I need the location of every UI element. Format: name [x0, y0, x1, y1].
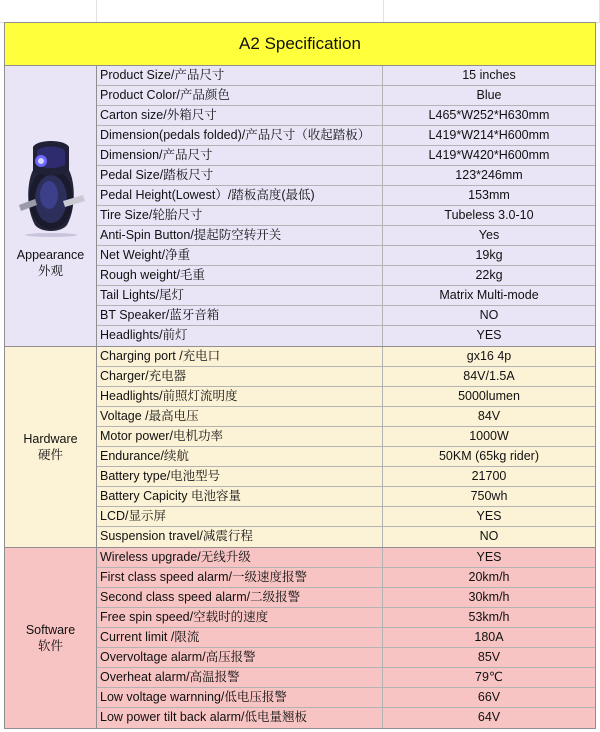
spec-value: YES	[476, 550, 502, 564]
section-label-appearance	[5, 66, 97, 346]
table-row	[97, 708, 595, 728]
section-rows	[97, 66, 595, 346]
section-label-en: Hardware	[23, 432, 78, 446]
table-row	[97, 668, 595, 688]
spec-key: Dimension/产品尺寸	[97, 146, 383, 165]
spec-value: 180A	[474, 630, 504, 644]
table-row	[97, 527, 595, 547]
spec-key: Voltage /最高电压	[97, 407, 383, 426]
spec-value: 85V	[477, 650, 501, 664]
spec-value: 84V	[477, 409, 501, 423]
spec-table	[4, 22, 596, 729]
spec-value: Matrix Multi-mode	[439, 288, 539, 302]
spec-key: Charging port /充电口	[97, 347, 383, 366]
spec-value: gx16 4p	[466, 349, 512, 363]
spec-value: L465*W252*H630mm	[428, 108, 550, 122]
spec-key: Low voltage warnning/低电压报警	[97, 688, 383, 707]
table-row	[97, 447, 595, 467]
table-row	[97, 226, 595, 246]
table-row	[97, 387, 595, 407]
section-software	[4, 548, 596, 729]
table-row	[97, 206, 595, 226]
spec-key: Low power tilt back alarm/低电量翘板	[97, 708, 383, 728]
section-label-software	[5, 548, 97, 728]
table-row	[97, 66, 595, 86]
table-row	[97, 86, 595, 106]
spec-key: Current limit /限流	[97, 628, 383, 647]
table-row	[97, 367, 595, 387]
section-label-zh: 软件	[37, 639, 63, 653]
spec-value: YES	[476, 509, 502, 523]
section-label-en: Appearance	[16, 248, 85, 262]
spec-key: Suspension travel/减震行程	[97, 527, 383, 547]
spec-key: Battery Capicity 电池容量	[97, 487, 383, 506]
spec-key: Overheat alarm/高温报警	[97, 668, 383, 687]
table-row	[97, 507, 595, 527]
spec-value: 53km/h	[468, 610, 510, 624]
spec-value: 64V	[477, 710, 501, 724]
spec-value: L419*W420*H600mm	[428, 148, 550, 162]
spec-key: Endurance/续航	[97, 447, 383, 466]
table-row	[97, 548, 595, 568]
spec-key: Anti-Spin Button/提起防空转开关	[97, 226, 383, 245]
spec-key: Battery type/电池型号	[97, 467, 383, 486]
table-row	[97, 427, 595, 447]
table-row	[97, 246, 595, 266]
table-row	[97, 487, 595, 507]
spec-value: 79℃	[475, 670, 503, 684]
spec-value: Yes	[478, 228, 500, 242]
spec-value: 19kg	[475, 248, 503, 262]
spec-key: Carton size/外箱尺寸	[97, 106, 383, 125]
spec-key: Charger/充电器	[97, 367, 383, 386]
section-label-zh: 外观	[37, 264, 63, 278]
table-row	[97, 407, 595, 427]
spec-value: Blue	[476, 88, 502, 102]
spec-key: Dimension(pedals folded)/产品尺寸（收起踏板）	[97, 126, 383, 145]
spec-key: Headlights/前灯	[97, 326, 383, 346]
spec-key: First class speed alarm/一级速度报警	[97, 568, 383, 587]
spec-key: Pedal Size/踏板尺寸	[97, 166, 383, 185]
spec-key: Net Weight/净重	[97, 246, 383, 265]
spec-key: Tire Size/轮胎尺寸	[97, 206, 383, 225]
section-rows	[97, 548, 595, 728]
section-rows	[97, 347, 595, 547]
section-label-zh: 硬件	[37, 448, 63, 462]
spec-value: 66V	[477, 690, 501, 704]
spec-key: Overvoltage alarm/高压报警	[97, 648, 383, 667]
spec-value: 22kg	[475, 268, 503, 282]
spec-value: 15 inches	[462, 68, 516, 82]
table-row	[97, 266, 595, 286]
table-row	[97, 588, 595, 608]
spec-value: Tubeless 3.0-10	[444, 208, 534, 222]
spreadsheet-grid-header	[0, 0, 600, 22]
table-row	[97, 306, 595, 326]
spec-key: Pedal Height(Lowest）/踏板高度(最低)	[97, 186, 383, 205]
spec-value: 84V/1.5A	[463, 369, 515, 383]
table-row	[97, 347, 595, 367]
table-row	[97, 608, 595, 628]
spec-value: 750wh	[470, 489, 508, 503]
spec-key: Free spin speed/空载时的速度	[97, 608, 383, 627]
table-row	[97, 286, 595, 306]
table-row	[97, 568, 595, 588]
spec-value: 20km/h	[468, 570, 510, 584]
spec-key: Headlights/前照灯流明度	[97, 387, 383, 406]
table-row	[97, 648, 595, 668]
table-row	[97, 186, 595, 206]
spec-key: Motor power/电机功率	[97, 427, 383, 446]
section-hardware	[4, 347, 596, 548]
table-row	[97, 688, 595, 708]
spec-title: A2 Specification	[4, 22, 596, 66]
table-row	[97, 146, 595, 166]
spec-value: 50KM (65kg rider)	[438, 449, 540, 463]
spec-key: Product Color/产品颜色	[97, 86, 383, 105]
spec-value: 30km/h	[468, 590, 510, 604]
spec-value: 153mm	[468, 188, 510, 202]
spec-value: YES	[476, 328, 502, 342]
spec-value: 123*246mm	[455, 168, 523, 182]
spec-key: BT Speaker/蓝牙音箱	[97, 306, 383, 325]
table-row	[97, 326, 595, 346]
spec-value: 1000W	[469, 429, 509, 443]
spec-value: 21700	[471, 469, 507, 483]
section-label-hardware	[5, 347, 97, 547]
section-label-en: Software	[25, 623, 76, 637]
spec-value: L419*W214*H600mm	[428, 128, 550, 142]
spec-value: NO	[479, 529, 499, 543]
table-row	[97, 126, 595, 146]
section-appearance	[4, 66, 596, 347]
spec-key: Rough weight/毛重	[97, 266, 383, 285]
spec-value: 5000lumen	[458, 389, 520, 403]
spec-key: Second class speed alarm/二级报警	[97, 588, 383, 607]
spec-key: Product Size/产品尺寸	[97, 66, 383, 85]
table-row	[97, 467, 595, 487]
table-row	[97, 166, 595, 186]
unicycle-image	[11, 137, 91, 237]
spec-key: LCD/显示屏	[97, 507, 383, 526]
spec-key: Wireless upgrade/无线升级	[97, 548, 383, 567]
table-row	[97, 106, 595, 126]
table-row	[97, 628, 595, 648]
spec-value: NO	[479, 308, 499, 322]
spec-key: Tail Lights/尾灯	[97, 286, 383, 305]
